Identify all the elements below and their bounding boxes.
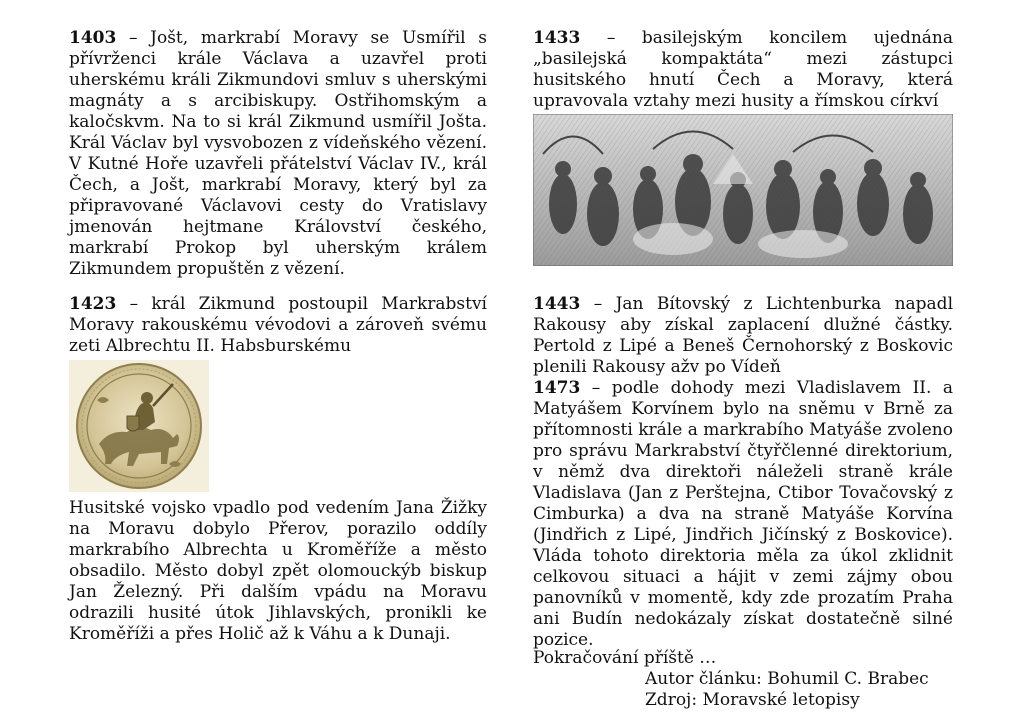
entry-1423 [69,294,487,357]
entry-1403-paragraph [69,28,487,280]
entry-text: – podle dohody mezi Vladislavem II. a Matyášem Korvínem bylo na sněmu v Brně za přítomnosti krále a markrabího Matyáše zvoleno pro správu Markrabství čtyřčlenné direktorium, v němž dva direktoři náleželi straně krále Vladislava (Jan z Perštejna, Ctibor Tovačovský z Cimburka) a dva na straně Matyáše Korvína (Jindřich z Lipé, Jindřich Jičínský z Boskovice). Vláda tohoto direktoria měla za úkol zklidnit celkovou situaci a hájit v zemi zájmy obou panovníků v momentě, kdy zde prozatím Praha ani Budín nedokázaly získat dostatečně silné pozice. [533,378,953,650]
royal-seal-image [69,360,209,492]
source-text: Zdroj: Moravské letopisy [645,690,860,710]
entry-1443 [533,294,953,378]
entry-1473-paragraph [533,378,953,651]
entry-text: – basilejským koncilem ujednána „basilejská kompaktáta“ mezi zástupci husitského hnutí Čech a Moravy, která upravovala vztahy mezi husity a římskou církví [533,28,953,111]
hussite-text: Husitské vojsko vpadlo pod vedením Jana Žižky na Moravu dobylo Přerov, porazilo oddíly markrabího Albrechta u Kroměříže a město obsadilo. Město dobyl zpět olomouckýb biskup Jan Železný. Při dalším vpádu na Moravu odrazili husité útok Jihlavských, pronikli ke Kroměříži a přes Holič až k Váhu a k Dunaji. [69,498,487,644]
entry-text: – Jan Bítovský z Lichtenburka napadl Rakousy aby získal zaplacení dlužné částky. Pertold z Lipé a Beneš Černohorský z Boskovic plenili Rakousy ažv po Vídeň [533,294,953,377]
council-engraving-image [533,114,953,266]
entry-1433 [533,28,953,112]
entry-year: 1433 [533,28,581,48]
seal-illustration [69,360,209,492]
entry-1473 [533,378,953,651]
entry-text: – král Zikmund postoupil Markrabství Moravy rakouskému vévodovi a zároveň svému zeti Albrechtu II. Habsburskému [69,294,487,356]
entry-year: 1423 [69,294,117,314]
entry-year: 1473 [533,378,581,398]
entry-year: 1443 [533,294,581,314]
source-line [645,690,945,711]
entry-year: 1403 [69,28,117,48]
entry-text: – Jošt, markrabí Moravy se Usmířil s přívrženci krále Václava a uzavřel proti uherskému králi Zikmundovi smluv s uherskými magnáty a s arcibiskupy. Ostřihomským a kaločskvm. Na to si král Zikmund usmířil Jošta. Král Václav byl vysvobozen z vídeňského vězení. V Kutné Hoře uzavřeli přátelství Václav IV., král Čech, a Jošt, markrabí Moravy, který byl za připravované Václavovi cesty do Vratislavy jmenován hejtmane Království českého, markrabí Prokop byl uherským králem Zikmundem propuštěn z vězení. [69,28,487,279]
author-line [645,669,945,690]
entry-1403 [69,28,487,280]
continuation-text: Pokračování příště … [533,648,717,668]
entry-1423-paragraph [69,294,487,357]
author-text: Autor článku: Bohumil C. Brabec [645,669,929,689]
engraving-illustration [533,114,953,266]
hussite-campaign-paragraph [69,498,487,645]
entry-1433-paragraph [533,28,953,112]
entry-1443-paragraph [533,294,953,378]
continuation-note [533,648,953,669]
